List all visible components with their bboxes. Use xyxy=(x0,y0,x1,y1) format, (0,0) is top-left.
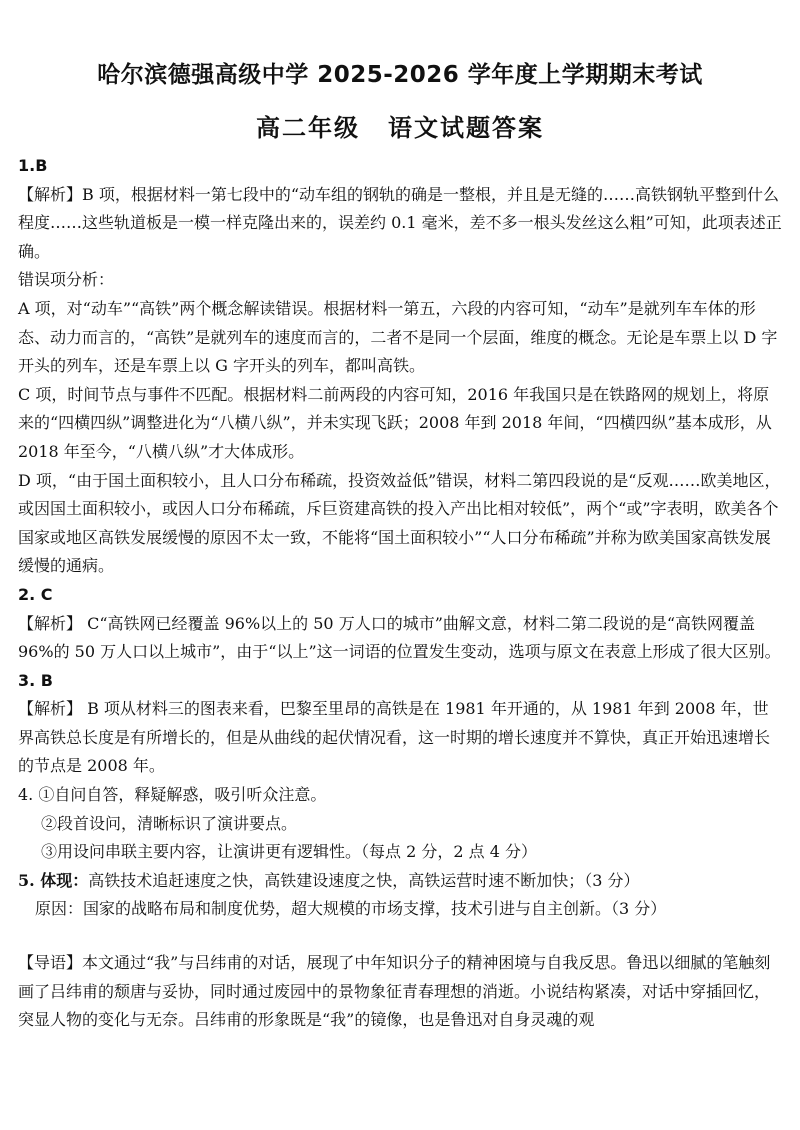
subject-label: 语文试题答案 xyxy=(388,114,544,142)
question-2-analysis: 【解析】 C“高铁网已经覆盖 96%以上的 50 万人口的城市”曲解文意，材料二第二段说的是“高铁网覆盖 96%的 50 万人口以上城市”，由于“以上”这一词语的位置发生变动，选项与原文在表意上形成了很大区别。 xyxy=(18,613,781,662)
question-4-point-1: 4. ①自问自答，释疑解惑，吸引听众注意。 xyxy=(18,785,327,805)
option-a-analysis: A 项，对“动车”“高铁”两个概念解读错误。根据材料一第五，六段的内容可知，“动车”是就列车车体的形态、动力而言的，“高铁”是就列车的速度而言的，二者不是同一个层面，维度的概念。无论是车票上以 D 字开头的列车，还是车票上以 G 字开头的列车，都叫高铁。 xyxy=(18,298,778,376)
question-1-analysis: 【解析】B 项，根据材料一第七段中的“动车组的钢轨的确是一整根，并且是无缝的……高铁钢轨平整到什么程度……这些轨道板是一模一样克隆出来的，误差约 0.1 毫米，差不多一根头发丝这么粗”可知，此项表述正确。 xyxy=(18,184,782,261)
question-5-manifestation xyxy=(18,867,782,896)
question-3-analysis: 【解析】 B 项从材料三的图表来看，巴黎至里昂的高铁是在 1981 年开通的，从 1981 年到 2008 年，世界高铁总长度是有所增长的，但是从曲线的起伏情况看，这一时期的增长速度并不算快，真正开始迅速增长的节点是 2008 年。 xyxy=(18,699,771,776)
question-4-point-3: ③用设问串联主要内容，让演讲更有逻辑性。（每点 2 分，2 点 4 分） xyxy=(41,842,537,862)
question-3-answer: 3. B xyxy=(18,670,53,690)
option-c-analysis: C 项，时间节点与事件不匹配。根据材料二前两段的内容可知，2016 年我国只是在铁路网的规划上，将原来的“四横四纵”调整进化为“八横八纵”，并未实现飞跃；2008 年到 2018 年间，“四横四纵”基本成形，从 2018 年至今，“八横八纵”才大体成形。 xyxy=(18,384,772,461)
exam-subtitle xyxy=(0,108,800,143)
reason-label: 原因： xyxy=(35,899,84,919)
question-5-manifestation-text: 高铁技术追赶速度之快，高铁建设速度之快，高铁运营时速不断加快；（3 分） xyxy=(88,870,640,890)
question-1-answer: 1.B xyxy=(18,156,48,175)
question-5-reason xyxy=(18,895,782,924)
exam-title: 哈尔滨德强高级中学 2025-2026 学年度上学期期末考试 xyxy=(97,62,703,88)
grade-label: 高二年级 xyxy=(256,114,360,142)
question-4-point-2: ②段首设问，清晰标识了演讲要点。 xyxy=(41,813,298,833)
option-d-analysis: D 项，“由于国土面积较小，且人口分布稀疏，投资效益低”错误，材料二第四段说的是“反观……欧美地区，或因国土面积较小，或因人口分布稀疏，斥巨资建高铁的投入产出比相对较低”，两个“或”字表明，欧美各个国家或地区高铁发展缓慢的原因不太一致，不能将“国土面积较小”“人口分布稀疏”并称为欧美国家高铁发展缓慢的通病。 xyxy=(18,470,781,576)
error-analysis-heading: 错误项分析： xyxy=(18,270,115,290)
answer-content xyxy=(18,152,782,1035)
guide-paragraph: 【导语】本文通过“我”与吕纬甫的对话，展现了中年知识分子的精神困境与自我反思。鲁迅以细腻的笔触刻画了吕纬甫的颓唐与妥协，同时通过废园中的景物象征青春理想的消逝。小说结构紧凑，对话中穿插回忆，突显人物的变化与无奈。吕纬甫的形象既是“我”的镜像，也是鲁迅对自身灵魂的观 xyxy=(18,953,771,1030)
question-2-answer: 2. C xyxy=(18,584,53,604)
section-spacer xyxy=(18,924,782,949)
question-5-label: 5. 体现： xyxy=(18,870,89,890)
question-5-reason-text: 国家的战略布局和制度优势，超大规模的市场支撑，技术引进与自主创新。（3 分） xyxy=(83,899,667,919)
